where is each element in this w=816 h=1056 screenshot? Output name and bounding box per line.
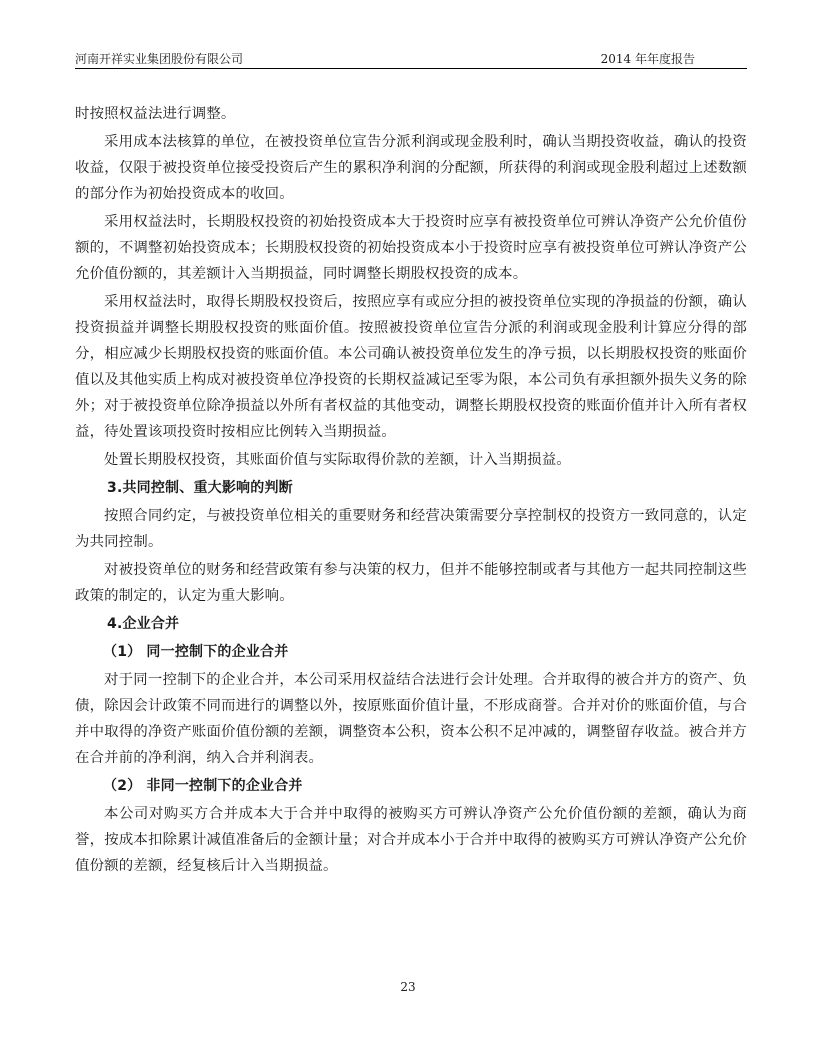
paragraph: 采用权益法时，长期股权投资的初始投资成本大于投资时应享有被投资单位可辨认净资产公允价值份额的，不调整初始投资成本；长期股权投资的初始投资成本小于投资时应享有被投资单位可辨认净资产公允价值份额的，其差额计入当期损益，同时调整长期股权投资的成本。: [75, 214, 747, 282]
paragraph: 对被投资单位的财务和经营政策有参与决策的权力，但并不能够控制或者与其他方一起共同控制这些政策的制定的，认定为重大影响。: [75, 562, 747, 604]
company-name: 河南开祥实业集团股份有限公司: [75, 52, 244, 66]
paragraph: 采用权益法时，取得长期股权投资后，按照应享有或应分担的被投资单位实现的净损益的份额，确认投资损益并调整长期股权投资的账面价值。按照被投资单位宣告分派的利润或现金股利计算应分得的部分，相应减少长期股权投资的账面价值。本公司确认被投资单位发生的净亏损，以长期股权投资的账面价值以及其他实质上构成对被投资单位净投资的长期权益减记至零为限，本公司负有承担额外损失义务的除外；对于被投资单位除净损益以外所有者权益的其他变动，调整长期股权投资的账面价值并计入所有者权益，待处置该项投资时按相应比例转入当期损益。: [75, 294, 747, 440]
subsection-heading: （1） 同一控制下的企业合并: [103, 644, 289, 660]
paragraph: 处置长期股权投资，其账面价值与实际取得价款的差额，计入当期损益。: [104, 452, 571, 468]
paragraph: 按照合同约定，与被投资单位相关的重要财务和经营决策需要分享控制权的投资方一致同意的，认定为共同控制。: [75, 508, 747, 550]
header-divider: [75, 68, 747, 69]
paragraph: 对于同一控制下的企业合并，本公司采用权益结合法进行会计处理。合并取得的被合并方的资产、负债，除因会计政策不同而进行的调整以外，按原账面价值计量，不形成商誉。合并对价的账面价值，与合并中取得的净资产账面价值份额的差额，调整资本公积，资本公积不足冲减的，调整留存收益。被合并方在合并前的净利润，纳入合并利润表。: [75, 672, 747, 766]
paragraph: 本公司对购买方合并成本大于合并中取得的被购买方可辨认净资产公允价值份额的差额，确认为商誉，按成本扣除累计减值准备后的金额计量；对合并成本小于合并中取得的被购买方可辨认净资产公允价值份额的差额，经复核后计入当期损益。: [75, 806, 747, 874]
page-body: [75, 101, 747, 881]
subsection-heading: （2） 非同一控制下的企业合并: [103, 778, 303, 794]
page-header: [75, 50, 747, 68]
paragraph: 时按照权益法进行调整。: [75, 106, 236, 122]
paragraph: 采用成本法核算的单位，在被投资单位宣告分派利润或现金股利时，确认当期投资收益，确认的投资收益，仅限于被投资单位接受投资后产生的累积净利润的分配额，所获得的利润或现金股利超过上述数额的部分作为初始投资成本的收回。: [75, 134, 747, 202]
section-heading: 3.共同控制、重大影响的判断: [107, 480, 293, 496]
report-title: 2014 年年度报告: [600, 52, 695, 66]
page-number: 23: [400, 980, 416, 994]
section-heading: 4.企业合并: [107, 616, 180, 632]
